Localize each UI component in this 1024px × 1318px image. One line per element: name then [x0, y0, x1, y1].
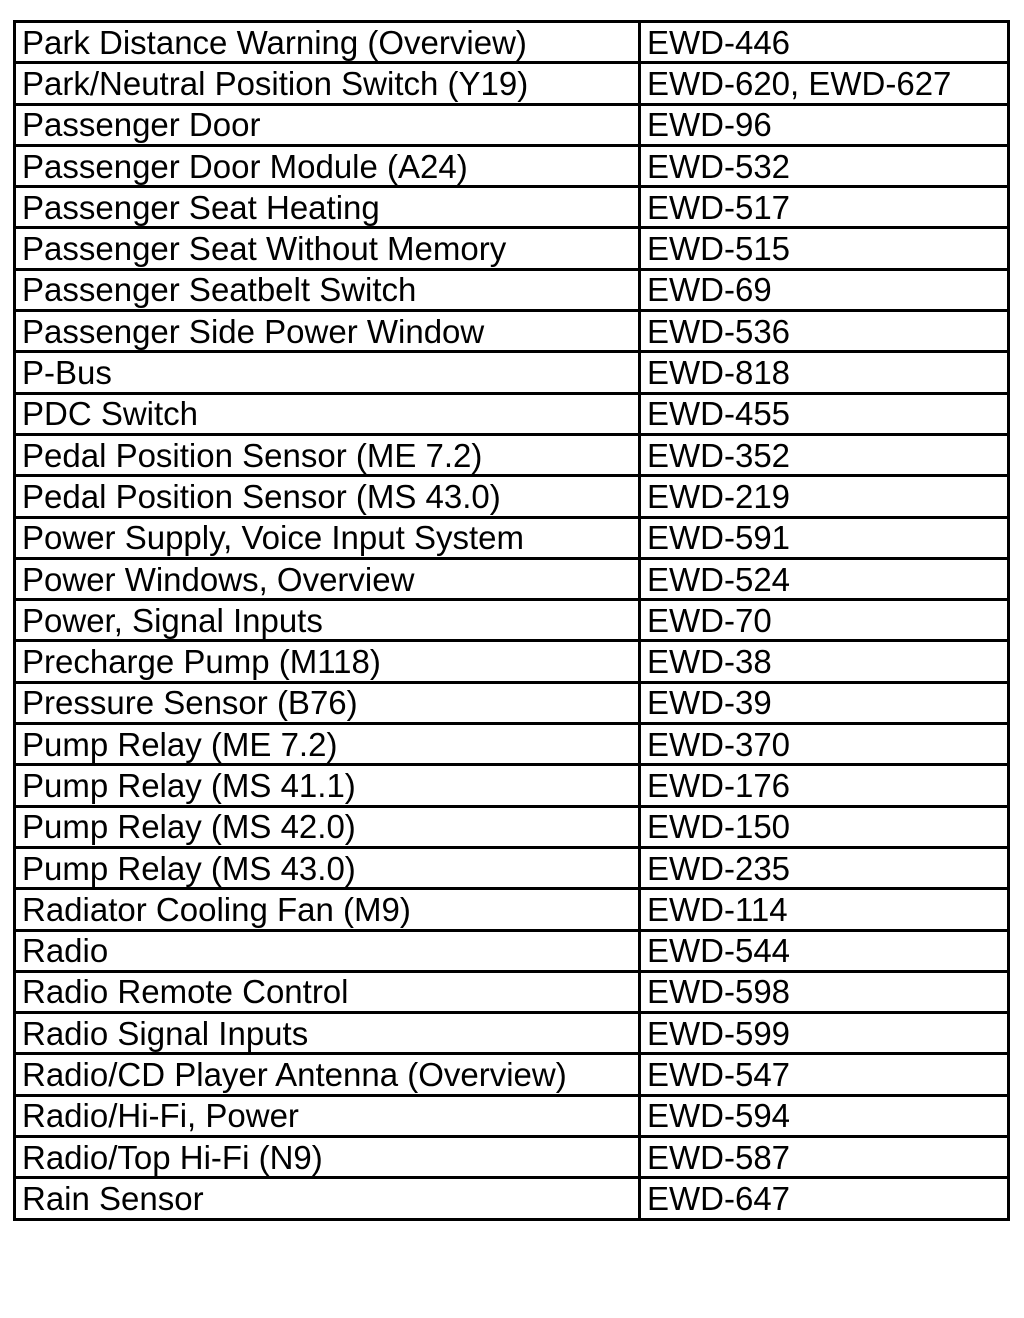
diagram-ref-cell: EWD-235	[640, 847, 1009, 888]
component-cell: Radio Signal Inputs	[15, 1013, 640, 1054]
diagram-ref-cell: EWD-544	[640, 930, 1009, 971]
table-row	[15, 971, 1009, 1012]
component-cell: Pump Relay (MS 41.1)	[15, 765, 640, 806]
diagram-ref-cell: EWD-446	[640, 22, 1009, 63]
component-cell: Pump Relay (ME 7.2)	[15, 724, 640, 765]
component-cell: Passenger Seat Heating	[15, 187, 640, 228]
table-row	[15, 765, 1009, 806]
diagram-ref-cell: EWD-587	[640, 1137, 1009, 1178]
component-cell: Pedal Position Sensor (ME 7.2)	[15, 434, 640, 475]
diagram-ref-cell: EWD-547	[640, 1054, 1009, 1095]
diagram-ref-cell: EWD-455	[640, 393, 1009, 434]
table-row	[15, 847, 1009, 888]
diagram-ref-cell: EWD-647	[640, 1178, 1009, 1219]
component-index-table	[13, 20, 1010, 1221]
component-cell: Pressure Sensor (B76)	[15, 682, 640, 723]
component-cell: PDC Switch	[15, 393, 640, 434]
component-cell: Precharge Pump (M118)	[15, 641, 640, 682]
component-cell: Rain Sensor	[15, 1178, 640, 1219]
diagram-ref-cell: EWD-598	[640, 971, 1009, 1012]
component-cell: Pump Relay (MS 43.0)	[15, 847, 640, 888]
table-row	[15, 476, 1009, 517]
component-cell: Power, Signal Inputs	[15, 600, 640, 641]
component-cell: Radiator Cooling Fan (M9)	[15, 889, 640, 930]
table-row	[15, 1054, 1009, 1095]
table-row	[15, 889, 1009, 930]
component-cell: Passenger Seat Without Memory	[15, 228, 640, 269]
component-cell: Radio/Hi-Fi, Power	[15, 1095, 640, 1136]
diagram-ref-cell: EWD-536	[640, 311, 1009, 352]
component-cell: Pump Relay (MS 42.0)	[15, 806, 640, 847]
table-row	[15, 806, 1009, 847]
table-row	[15, 104, 1009, 145]
component-cell: Passenger Side Power Window	[15, 311, 640, 352]
table-row	[15, 724, 1009, 765]
table-row	[15, 352, 1009, 393]
diagram-ref-cell: EWD-352	[640, 434, 1009, 475]
diagram-ref-cell: EWD-219	[640, 476, 1009, 517]
component-cell: Pedal Position Sensor (MS 43.0)	[15, 476, 640, 517]
component-cell: Radio	[15, 930, 640, 971]
diagram-ref-cell: EWD-176	[640, 765, 1009, 806]
diagram-ref-cell: EWD-515	[640, 228, 1009, 269]
table-row	[15, 517, 1009, 558]
diagram-ref-cell: EWD-818	[640, 352, 1009, 393]
table-row	[15, 558, 1009, 599]
component-cell: Park/Neutral Position Switch (Y19)	[15, 63, 640, 104]
component-cell: Radio/Top Hi-Fi (N9)	[15, 1137, 640, 1178]
diagram-ref-cell: EWD-96	[640, 104, 1009, 145]
table-row	[15, 145, 1009, 186]
diagram-ref-cell: EWD-370	[640, 724, 1009, 765]
component-cell: Power Supply, Voice Input System	[15, 517, 640, 558]
table-body	[15, 22, 1009, 1220]
table-row	[15, 269, 1009, 310]
component-cell: Passenger Seatbelt Switch	[15, 269, 640, 310]
component-cell: P-Bus	[15, 352, 640, 393]
diagram-ref-cell: EWD-70	[640, 600, 1009, 641]
component-cell: Park Distance Warning (Overview)	[15, 22, 640, 63]
table-row	[15, 1095, 1009, 1136]
table-row	[15, 1013, 1009, 1054]
diagram-ref-cell: EWD-69	[640, 269, 1009, 310]
table-row	[15, 1178, 1009, 1219]
diagram-ref-cell: EWD-38	[640, 641, 1009, 682]
diagram-ref-cell: EWD-591	[640, 517, 1009, 558]
table-row	[15, 228, 1009, 269]
table-row	[15, 930, 1009, 971]
table-row	[15, 682, 1009, 723]
diagram-ref-cell: EWD-532	[640, 145, 1009, 186]
table-row	[15, 434, 1009, 475]
component-cell: Power Windows, Overview	[15, 558, 640, 599]
component-cell: Passenger Door Module (A24)	[15, 145, 640, 186]
diagram-ref-cell: EWD-517	[640, 187, 1009, 228]
diagram-ref-cell: EWD-594	[640, 1095, 1009, 1136]
table-row	[15, 22, 1009, 63]
table-row	[15, 187, 1009, 228]
diagram-ref-cell: EWD-150	[640, 806, 1009, 847]
table-row	[15, 1137, 1009, 1178]
table-row	[15, 600, 1009, 641]
diagram-ref-cell: EWD-39	[640, 682, 1009, 723]
table-row	[15, 311, 1009, 352]
component-cell: Radio/CD Player Antenna (Overview)	[15, 1054, 640, 1095]
diagram-ref-cell: EWD-114	[640, 889, 1009, 930]
diagram-ref-cell: EWD-524	[640, 558, 1009, 599]
diagram-ref-cell: EWD-620, EWD-627	[640, 63, 1009, 104]
component-cell: Passenger Door	[15, 104, 640, 145]
component-cell: Radio Remote Control	[15, 971, 640, 1012]
diagram-ref-cell: EWD-599	[640, 1013, 1009, 1054]
table-row	[15, 393, 1009, 434]
table-row	[15, 63, 1009, 104]
table-row	[15, 641, 1009, 682]
